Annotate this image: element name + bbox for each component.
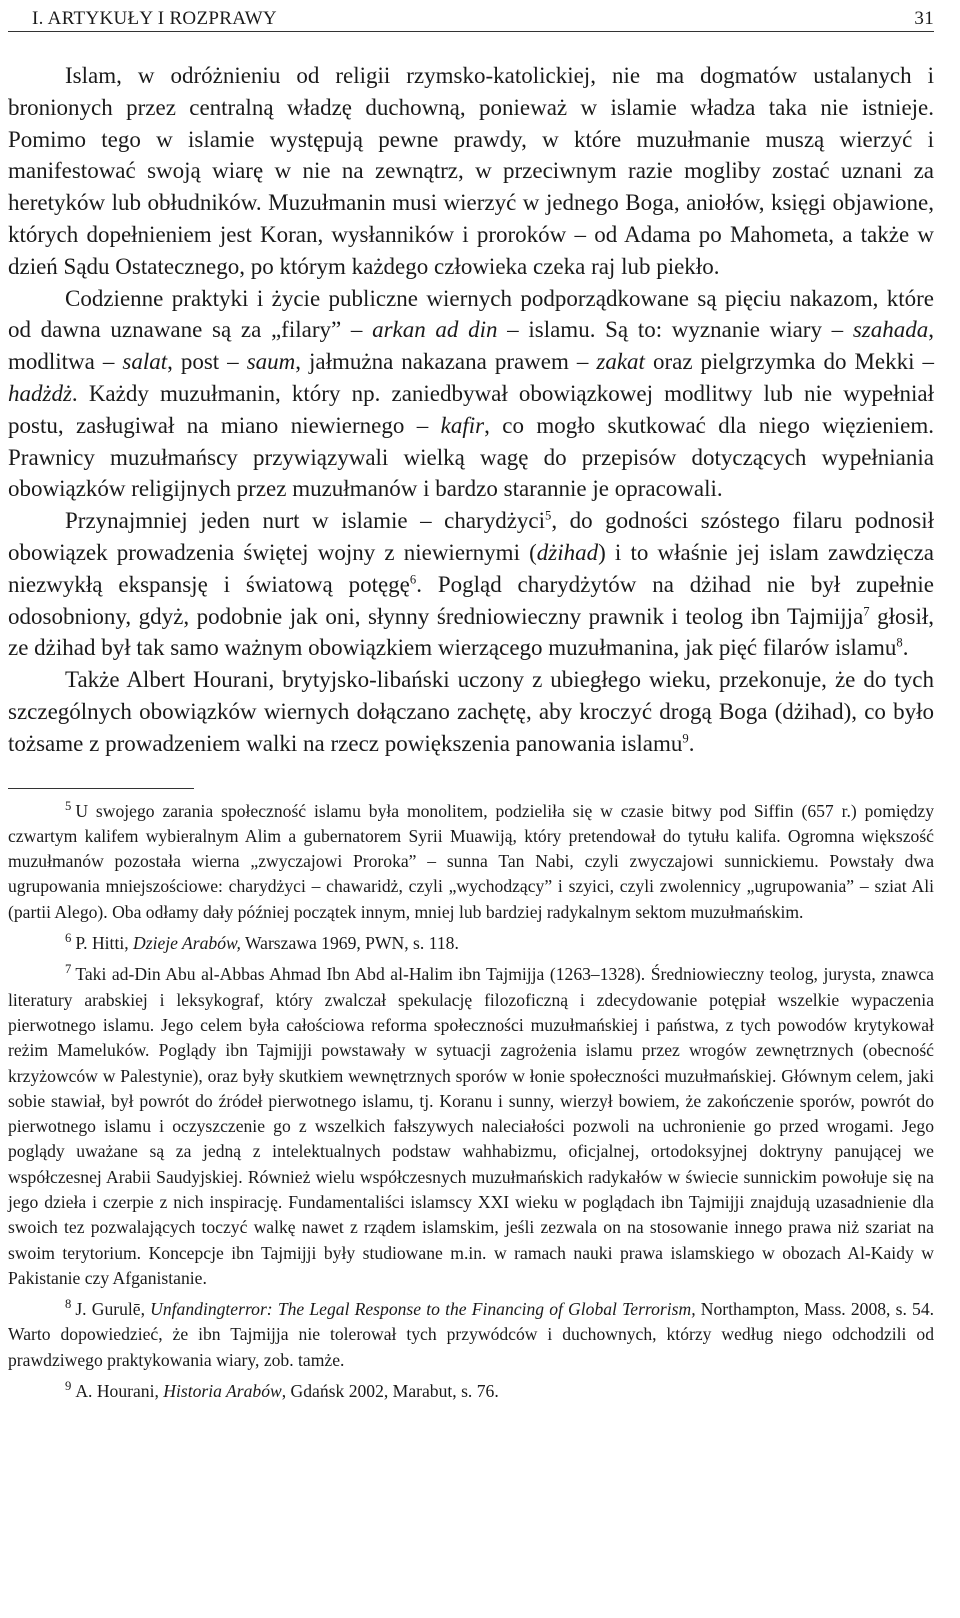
cited-title: Unfandingterror: The Legal Response to the Financing of Global Terrorism, — [150, 1299, 696, 1320]
footnote-divider — [8, 788, 194, 789]
footnote-ref-6[interactable]: 6 — [409, 572, 417, 587]
footnote-number: 6 — [65, 931, 72, 946]
footnote-ref-7[interactable]: 7 — [863, 603, 870, 618]
text-run: Także Albert Hourani, brytyjsko-libański uczony z ubiegłego wieku, przekonuje, że do tych szczególnych obowiązków wiernych dołączano zachętę, aby kroczyć drogą Boga (dżihad), co było tożsame z prowadzeniem walki na rzecz powiększenia panowania islamu — [8, 667, 934, 756]
section-title: I. ARTYKUŁY I ROZPRAWY — [32, 8, 277, 29]
footnote-ref-9[interactable]: 9 — [682, 731, 689, 746]
paragraph-3 — [8, 505, 934, 664]
footnote-5 — [8, 799, 934, 925]
main-text — [8, 60, 934, 760]
term-zakat: zakat — [596, 349, 645, 375]
footnote-6 — [8, 931, 934, 956]
text-run: , post – — [167, 349, 247, 375]
footnote-ref-5[interactable]: 5 — [545, 508, 552, 523]
footnote-8 — [8, 1297, 934, 1373]
text-run: Codzienne praktyki i życie publiczne wiernych podporządkowane są pięciu nakazom, które od dawna uznawane są za „filary” – — [8, 285, 934, 343]
footnote-number: 7 — [65, 962, 72, 977]
footnote-9 — [8, 1379, 934, 1404]
term-szahada: szahada — [852, 317, 929, 343]
cited-title: Dzieje Arabów, — [133, 933, 241, 954]
paragraph-1: Islam, w odróżnieniu od religii rzymsko-katolickiej, nie ma dogmatów ustalanych i bronionych przez centralną władzę duchowną, ponieważ w islamie władza taka nie istnieje. Pomimo tego w islamie występują pewne prawdy, w które muzułmanie muszą wierzyć i manifestować swoją wiarę w nie na zewnątrz, w przeciwnym razie mogliby zostać uznani za heretyków lub obłudników. Muzułmanin musi wierzyć w jednego Boga, aniołów, księgi objawione, których dopełnieniem jest Koran, wysłanników i proroków – od Adama po Mahometa, a także w dzień Sądu Ostatecznego, po którym każdego człowieka czeka raj lub piekło. — [8, 63, 934, 279]
text-run: , jałmużna nakazana prawem – — [295, 349, 597, 375]
footnote-text: Northampton, Mass. 2008, s. 54. Warto dopowiedzieć, że ibn Tajmijja nie tolerował tych przywódców i duchownych, którzy według niego odchodzili od prawdziwego praktykowania wiary, zob. tamże. — [8, 1299, 935, 1370]
footnote-number: 8 — [65, 1297, 72, 1312]
footnote-text: P. Hitti, — [75, 933, 134, 954]
text-run: oraz pielgrzymka do Mekki – — [644, 349, 934, 375]
text-run: ) i to właśnie jej islam zawdzięcza niezwykłą ekspansję i światową potęgę — [8, 539, 934, 597]
text-run: – islamu. Są to: wyznanie wiary – — [497, 317, 853, 343]
paragraph-2 — [8, 283, 934, 506]
text-run: głosił, ze dżihad był tak samo ważnym obowiązkiem wierzącego muzułmanina, jak pięć filarów islamu — [8, 603, 934, 661]
footnote-ref-8[interactable]: 8 — [896, 635, 903, 650]
cited-title: Historia Arabów — [163, 1381, 282, 1402]
running-header — [8, 0, 934, 32]
text-run: . Każdy muzułmanin, który np. zaniedbywał obowiązkowej modlitwy lub nie wypełniał postu, zasługiwał na miano niewiernego – — [8, 380, 934, 438]
footnote-text: A. Hourani, — [75, 1381, 164, 1402]
text-run: . Pogląd charydżytów na dżihad nie był zupełnie odosobniony, gdyż, podobnie jak oni, słynny średniowieczny prawnik i teolog ibn Tajmijja — [8, 571, 934, 629]
term-kafir: kafir — [440, 412, 485, 438]
term-arkan-ad-din: arkan ad din — [372, 317, 498, 343]
footnote-text: Warszawa 1969, PWN, s. 118. — [240, 933, 459, 954]
footnote-text: J. Gurulē, — [75, 1299, 151, 1320]
text-run: , modlitwa – — [8, 317, 934, 375]
footnotes — [8, 799, 934, 1405]
text-run: Przynajmniej jeden nurt w islamie – charydżyci — [65, 508, 546, 534]
footnote-number: 9 — [65, 1379, 72, 1394]
text-run: . — [902, 635, 909, 661]
footnote-text: , Gdańsk 2002, Marabut, s. 76. — [281, 1381, 499, 1402]
footnote-text: U swojego zarania społeczność islamu była monolitem, podzieliła się w czasie bitwy pod Siffin (657 r.) pomiędzy czwartym kalifem wybieralnym Alim a gubernatorem Syrii Muawiją, który pretendował do tytułu kalifa. Ogromna większość muzułmanów pozostała wierna „zwyczajowi Proroka” – sunna Tan Nabi, czyli zwyczajowi sunnickiemu. Powstały dwa ugrupowania mniejszościowe: charydżyci – chawaridż, czyli „wychodzący” i szyici, czyli zwolennicy „ugrupowania” – sziat Ali (partii Alego). Oba odłamy dały później początek innym, mniej lub bardziej radykalnym sektom muzułmańskim. — [8, 800, 934, 922]
text-run: , do godności szóstego filaru podnosił obowiązek prowadzenia świętej wojny z niewiernymi ( — [8, 508, 934, 565]
paragraph-4 — [8, 664, 934, 759]
text-run: , co mogło skutkować dla niego więzieniem. Prawnicy muzułmańscy przywiązywali wielką wagę do przepisów dotyczących wypełniania obowiązków religijnych przez muzułmanów i bardzo starannie je opracowali. — [8, 412, 934, 502]
term-dzihad: dżihad — [536, 539, 599, 565]
term-saum: saum — [246, 349, 296, 375]
page-number: 31 — [914, 8, 934, 29]
footnote-number: 5 — [65, 798, 72, 813]
footnote-text: Taki ad-Din Abu al-Abbas Ahmad Ibn Abd al-Halim ibn Tajmijja (1263–1328). Średniowieczny teolog, jurysta, znawca literatury arabskiej i leksykograf, który zwalczał spekulację filozoficzną i zdecydowanie potępiał wszelkie wypaczenia pierwotnego islamu. Jego celem była całościowa reforma społeczności muzułmańskiej i państwa, z tych powodów krytykował reżim Mameluków. Poglądy ibn Tajmijji powstawały w sytuacji zagrożenia islamu przez wrogów zewnętrznych (obecność krzyżowców w Palestynie), oraz były skutkiem wewnętrznych sporów w łonie społeczności muzułmańskiej. Głównym celem, jaki sobie stawiał, był powrót do źródeł pierwotnego islamu, tj. Koranu i sunny, wierzył bowiem, że zakończenie sporów, powrót do pierwotnego islamu i oczyszczenie go z wszelkich fałszywych naleciałości pozwoli na uchronienie go przed wrogami. Jego poglądy uważane są za jedną z intelektualnych podstaw wahhabizmu, oficjalnej, ortodoksyjnej doktryny panującej we współczesnej Arabii Saudyjskiej. Również wielu współczesnych muzułmańskich radykałów w świecie sunnickim powołuje się na jego dzieła i czerpie z nich inspirację. Fundamentaliści islamscy XXI wieku w poglądach ibn Tajmijji znajdują uzasadnienie dla swoich tez pozwalających toczyć walkę nawet z rządem islamskim, jeśli zezwala on na stosowanie innego prawa niż szariat na swoim terytorium. Koncepcje ibn Tajmijji były studiowane m.in. w ramach nauki prawa islamskiego w obozach Al-Kaidy w Pakistanie czy Afganistanie. — [8, 964, 934, 1288]
footnote-7 — [8, 962, 934, 1291]
text-run: . — [688, 730, 695, 756]
term-salat: salat — [122, 349, 168, 375]
term-hadzdz: hadżdż — [8, 380, 72, 406]
